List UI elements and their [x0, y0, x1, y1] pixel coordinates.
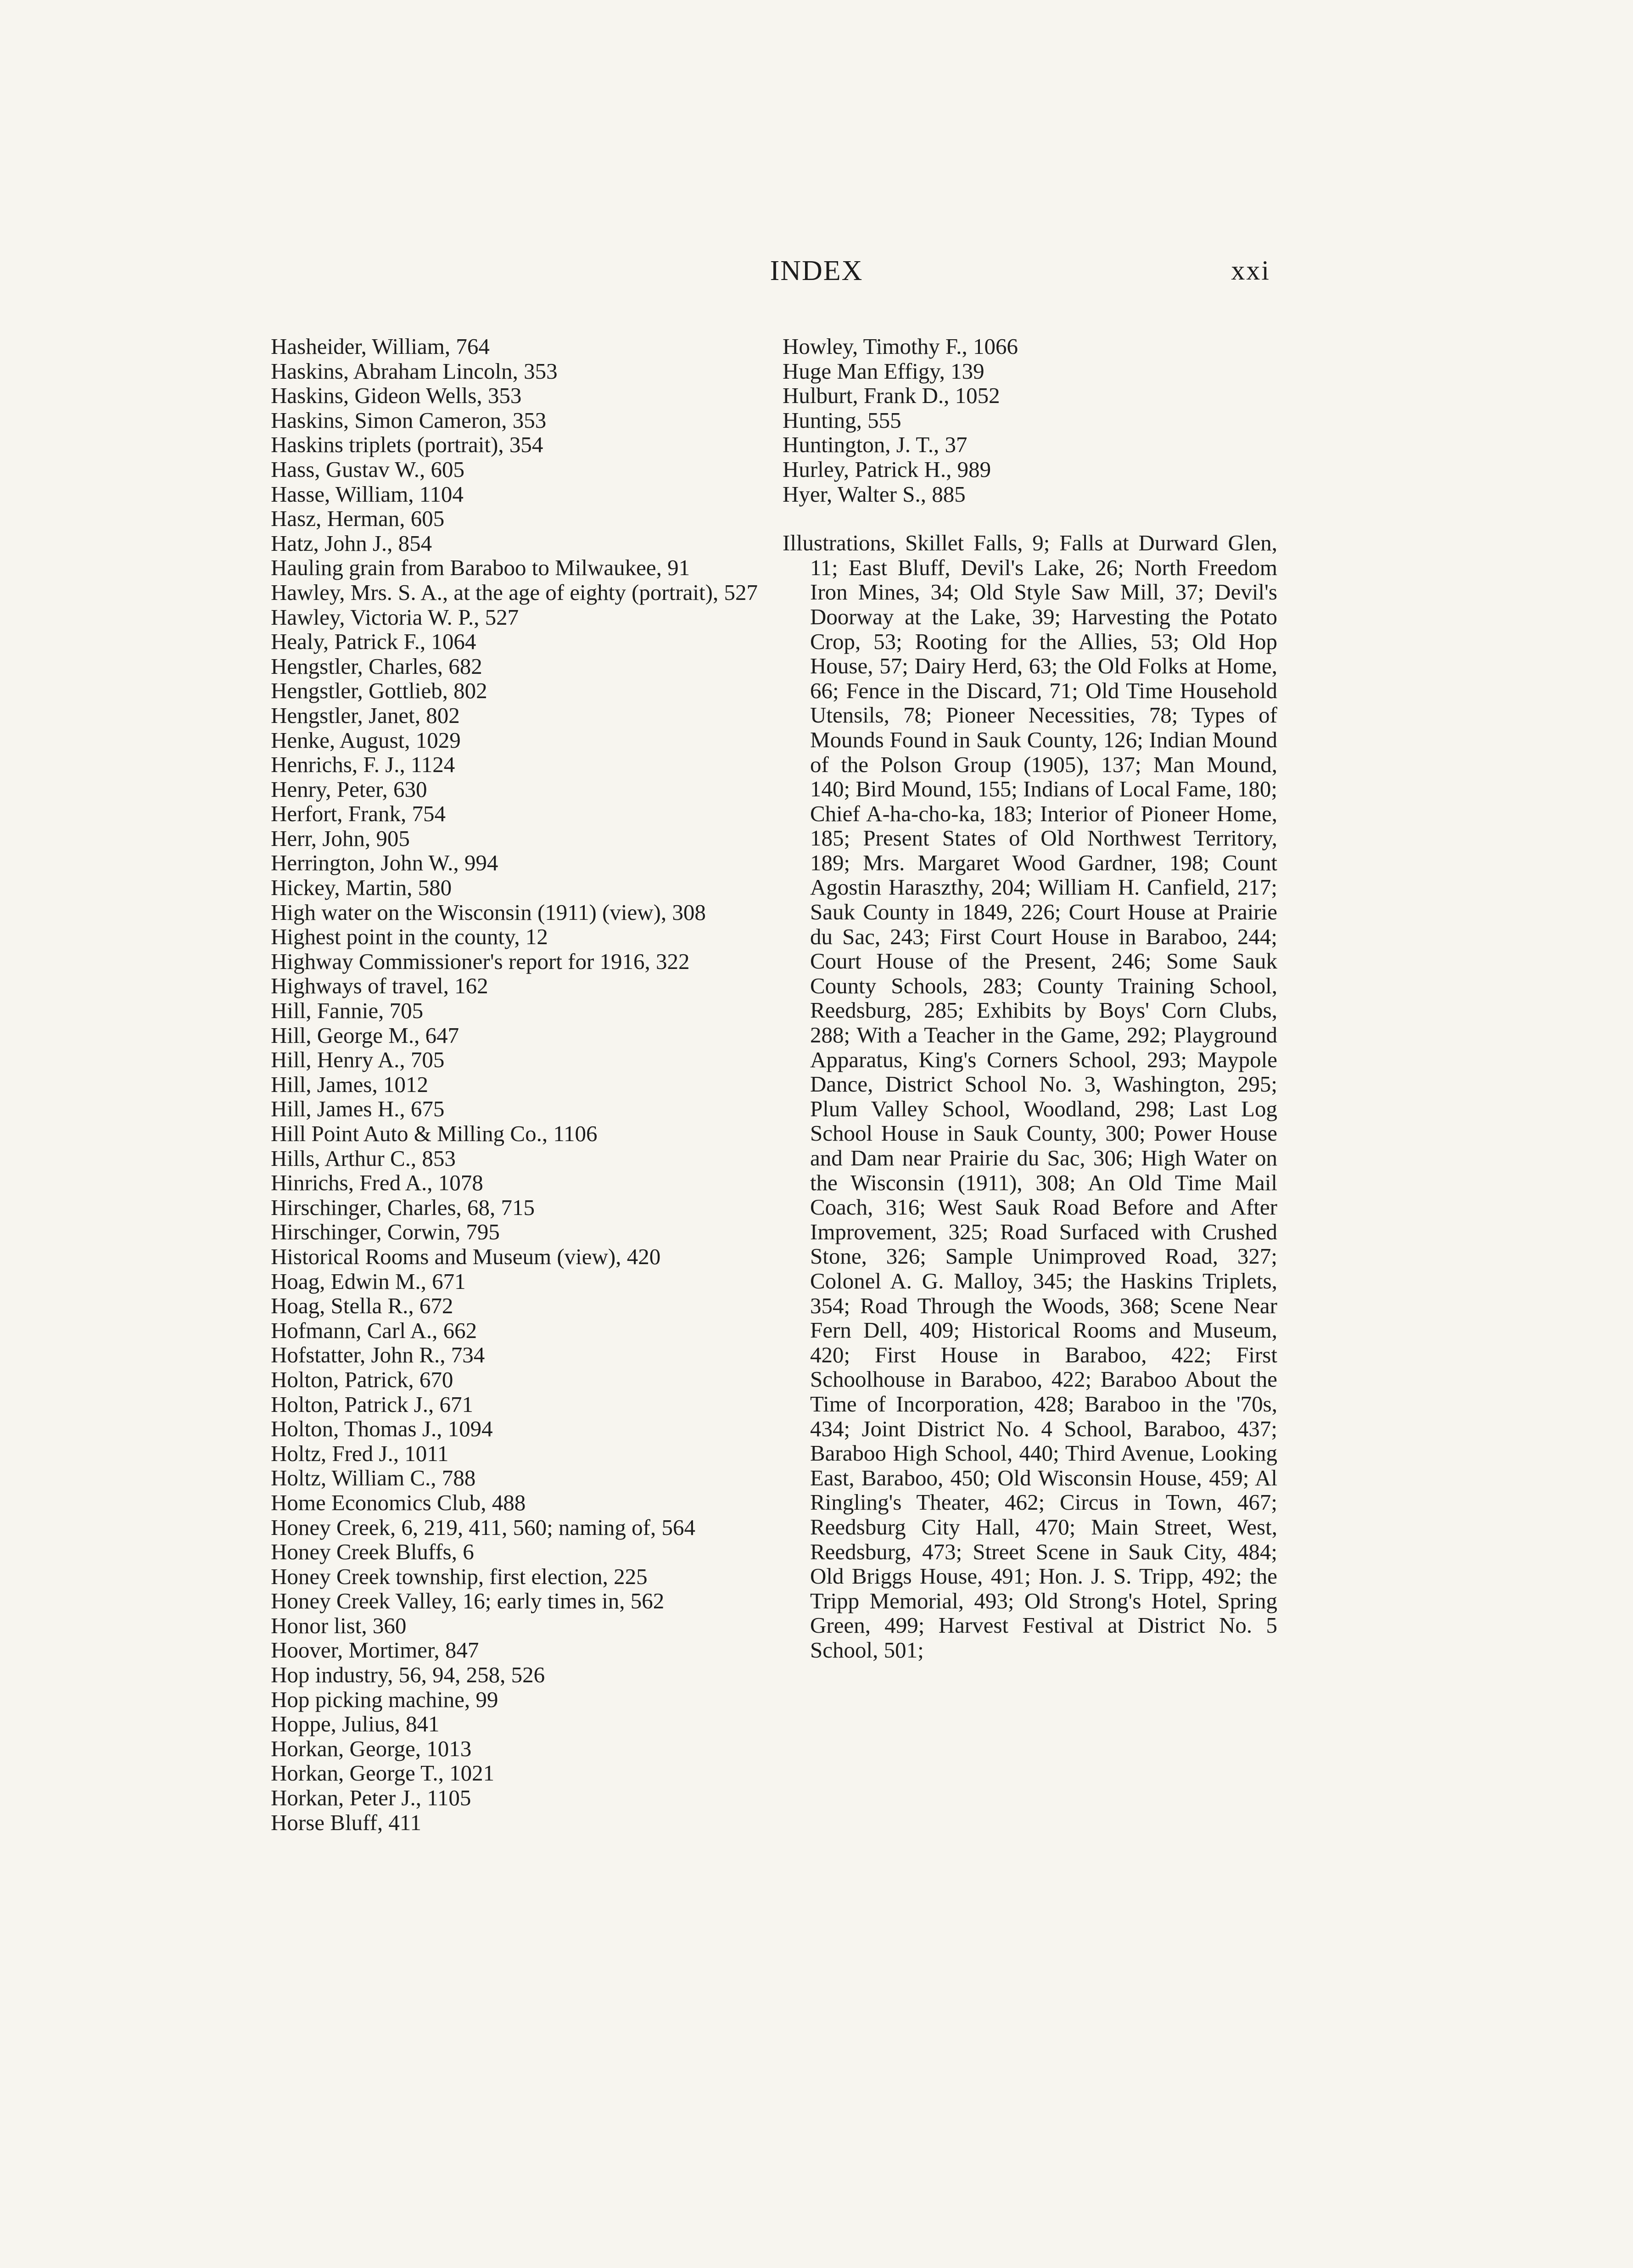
index-entry: Hunting, 555 [783, 407, 901, 433]
page-number: xxi [1231, 255, 1270, 286]
index-entry: Holtz, Fred J., 1011 [271, 1440, 449, 1466]
index-entry: Hop industry, 56, 94, 258, 526 [271, 1662, 545, 1688]
index-entry: Hofstatter, John R., 734 [271, 1342, 485, 1368]
entry-heading: Illustrations, [783, 530, 896, 556]
index-entry: Haskins, Gideon Wells, 353 [271, 383, 522, 409]
index-entry: Haskins, Abraham Lincoln, 353 [271, 358, 558, 384]
index-entry: Hop picking machine, 99 [271, 1686, 498, 1712]
index-entry: Herr, John, 905 [271, 825, 410, 851]
index-entry: Holton, Thomas J., 1094 [271, 1416, 493, 1442]
index-entry: Howley, Timothy F., 1066 [783, 334, 1018, 359]
index-entry: Hengstler, Charles, 682 [271, 653, 482, 679]
index-entry: Huntington, J. T., 37 [783, 432, 967, 458]
index-entry: Honey Creek Valley, 16; early times in, 562 [271, 1588, 665, 1614]
index-entry: Hirschinger, Corwin, 795 [271, 1219, 500, 1245]
index-entry: Hoover, Mortimer, 847 [271, 1637, 479, 1663]
index-entry: Honey Creek Bluffs, 6 [271, 1539, 474, 1565]
entry-text: Skillet Falls, 9; Falls at Durward Glen, 11; East Bluff, Devil's Lake, 26; North Freedom Iron Mines, 34; Old Style Saw Mill, 37; Devil's Doorway at the Lake, 39; Harvesting the Potato Crop, 53; Rooting for the Allies, 53; Old Hop House, 57; Dairy Herd, 63; the Old Folks at Home, 66; Fence in the Discard, 71; Old Time Household Utensils, 78; Pioneer Necessities, 78; Types of Mounds Found in Sauk County, 126; Indian Mound of the Polson Group (1905), 137; Man Mound, 140; Bird Mound, 155; Indians of Local Fame, 180; Chief A-ha-cho-ka, 183; Interior of Pioneer Home, 185; Present States of Old Northwest Territory, 189; Mrs. Margaret Wood Gardner, 198; Count Agostin Haraszthy, 204; William H. Canfield, 217; Sauk County in 1849, 226; Court House at Prairie du Sac, 243; First Court House in Baraboo, 244; Court House of the Present, 246; Some Sauk County Schools, 283; County Training School, Reedsburg, 285; Exhibits by Boys' Corn Clubs, 288; With a Teacher in the Game, 292; Playground Apparatus, King's Corners School, 293; Maypole Dance, District School No. 3, Washington, 295; Plum Valley School, Woodland, 298; Last Log School House in Sauk County, 300; Power House and Dam near Prairie du Sac, 306; High Water on the Wisconsin (1911), 308; An Old Time Mail Coach, 316; West Sauk Road Before and After Improvement, 325; Road Surfaced with Crushed Stone, 326; Sample Unimproved Road, 327; Colonel A. G. Malloy, 345; the Haskins Triplets, 354; Road Through the Woods, 368; Scene Near Fern Dell, 409; Historical Rooms and Museum, 420; First House in Baraboo, 422; First Schoolhouse in Baraboo, 422; Baraboo About the Time of Incorporation, 428; Baraboo in the '70s, 434; Joint District No. 4 School, Baraboo, 437; Baraboo High School, 440; Third Avenue, Looking East, Baraboo, 450; Old Wisconsin House, 459; Al Ringling's Theater, 462; Circus in Town, 467; Reedsburg City Hall, 470; Main Street, West, Reedsburg, 473; Street Scene in Sauk City, 484; Old Briggs House, 491; Hon. J. S. Tripp, 492; the Tripp Memorial, 493; Old Strong's Hotel, Spring Green, 499; Harvest Festival at District No. 5 School, 501; [810, 530, 1278, 1663]
index-entry: Hulburt, Frank D., 1052 [783, 383, 1000, 409]
index-entry: Herrington, John W., 994 [271, 850, 498, 876]
index-entry: Hirschinger, Charles, 68, 715 [271, 1194, 535, 1220]
index-entry: Hasz, Herman, 605 [271, 506, 445, 532]
index-entry: Hickey, Martin, 580 [271, 875, 452, 901]
index-entry: Honey Creek, 6, 219, 411, 560; naming of, 564 [271, 1514, 695, 1540]
index-entry: Henrichs, F. J., 1124 [271, 752, 455, 778]
index-entry: Horkan, Peter J., 1105 [271, 1785, 471, 1811]
index-entry: Horse Bluff, 411 [271, 1809, 421, 1835]
index-entry: Highway Commissioner's report for 1916, 322 [271, 948, 690, 974]
index-entry: Hoag, Edwin M., 671 [271, 1268, 466, 1294]
index-entry: Hyer, Walter S., 885 [783, 481, 966, 507]
index-entry: Hasse, William, 1104 [271, 481, 464, 507]
index-entry: Hoag, Stella R., 672 [271, 1293, 453, 1319]
index-entry: Hill, Henry A., 705 [271, 1047, 445, 1073]
index-entry: Hengstler, Janet, 802 [271, 702, 460, 728]
index-entry: Hill, James H., 675 [271, 1096, 445, 1122]
index-entry: Hawley, Victoria W. P., 527 [271, 604, 519, 630]
index-entry: Henry, Peter, 630 [271, 776, 427, 802]
index-entry: Hofmann, Carl A., 662 [271, 1317, 477, 1343]
index-entry: Hill, Fannie, 705 [271, 998, 424, 1024]
index-entry: Hills, Arthur C., 853 [271, 1145, 456, 1171]
index-entry: Hawley, Mrs. S. A., at the age of eighty (portrait), 527 [271, 579, 758, 605]
index-entry: Highest point in the county, 12 [271, 924, 548, 950]
index-entry: Horkan, George T., 1021 [271, 1760, 495, 1786]
index-entry: Haskins triplets (portrait), 354 [271, 432, 543, 458]
index-entry-illustrations [783, 531, 1277, 1662]
index-entry: Hatz, John J., 854 [271, 530, 432, 556]
index-entry: Healy, Patrick F., 1064 [271, 629, 476, 655]
index-entry: Henke, August, 1029 [271, 727, 461, 753]
index-column-left [271, 334, 764, 1835]
page-title: INDEX [770, 255, 863, 286]
index-entry: Holton, Patrick, 670 [271, 1366, 453, 1392]
index-entry: Historical Rooms and Museum (view), 420 [271, 1243, 661, 1269]
index-entry: Holton, Patrick J., 671 [271, 1391, 473, 1417]
running-head [0, 255, 1633, 296]
index-entry: Honey Creek township, first election, 225 [271, 1563, 648, 1589]
index-entry: Herfort, Frank, 754 [271, 801, 446, 827]
index-entry: Hill Point Auto & Milling Co., 1106 [271, 1121, 598, 1146]
index-entry: Hurley, Patrick H., 989 [783, 456, 991, 482]
index-column-right [783, 334, 1277, 1662]
index-entry: Hengstler, Gottlieb, 802 [271, 678, 487, 704]
index-entry: Hill, James, 1012 [271, 1071, 428, 1097]
index-entry: Holtz, William C., 788 [271, 1465, 476, 1491]
index-entry: Horkan, George, 1013 [271, 1736, 472, 1761]
index-entry: Hass, Gustav W., 605 [271, 456, 464, 482]
index-entry: Hinrichs, Fred A., 1078 [271, 1170, 483, 1196]
index-entry: Hasheider, William, 764 [271, 334, 490, 359]
index-entry: Honor list, 360 [271, 1613, 407, 1638]
index-entry: Hill, George M., 647 [271, 1022, 459, 1048]
index-entry: Hoppe, Julius, 841 [271, 1711, 440, 1737]
index-entry: Home Economics Club, 488 [271, 1490, 526, 1515]
index-entry: Haskins, Simon Cameron, 353 [271, 407, 547, 433]
index-entry: Highways of travel, 162 [271, 973, 488, 999]
index-entry: Huge Man Effigy, 139 [783, 358, 984, 384]
index-entry: High water on the Wisconsin (1911) (view), 308 [271, 899, 706, 925]
index-entry: Hauling grain from Baraboo to Milwaukee, 91 [271, 555, 690, 581]
